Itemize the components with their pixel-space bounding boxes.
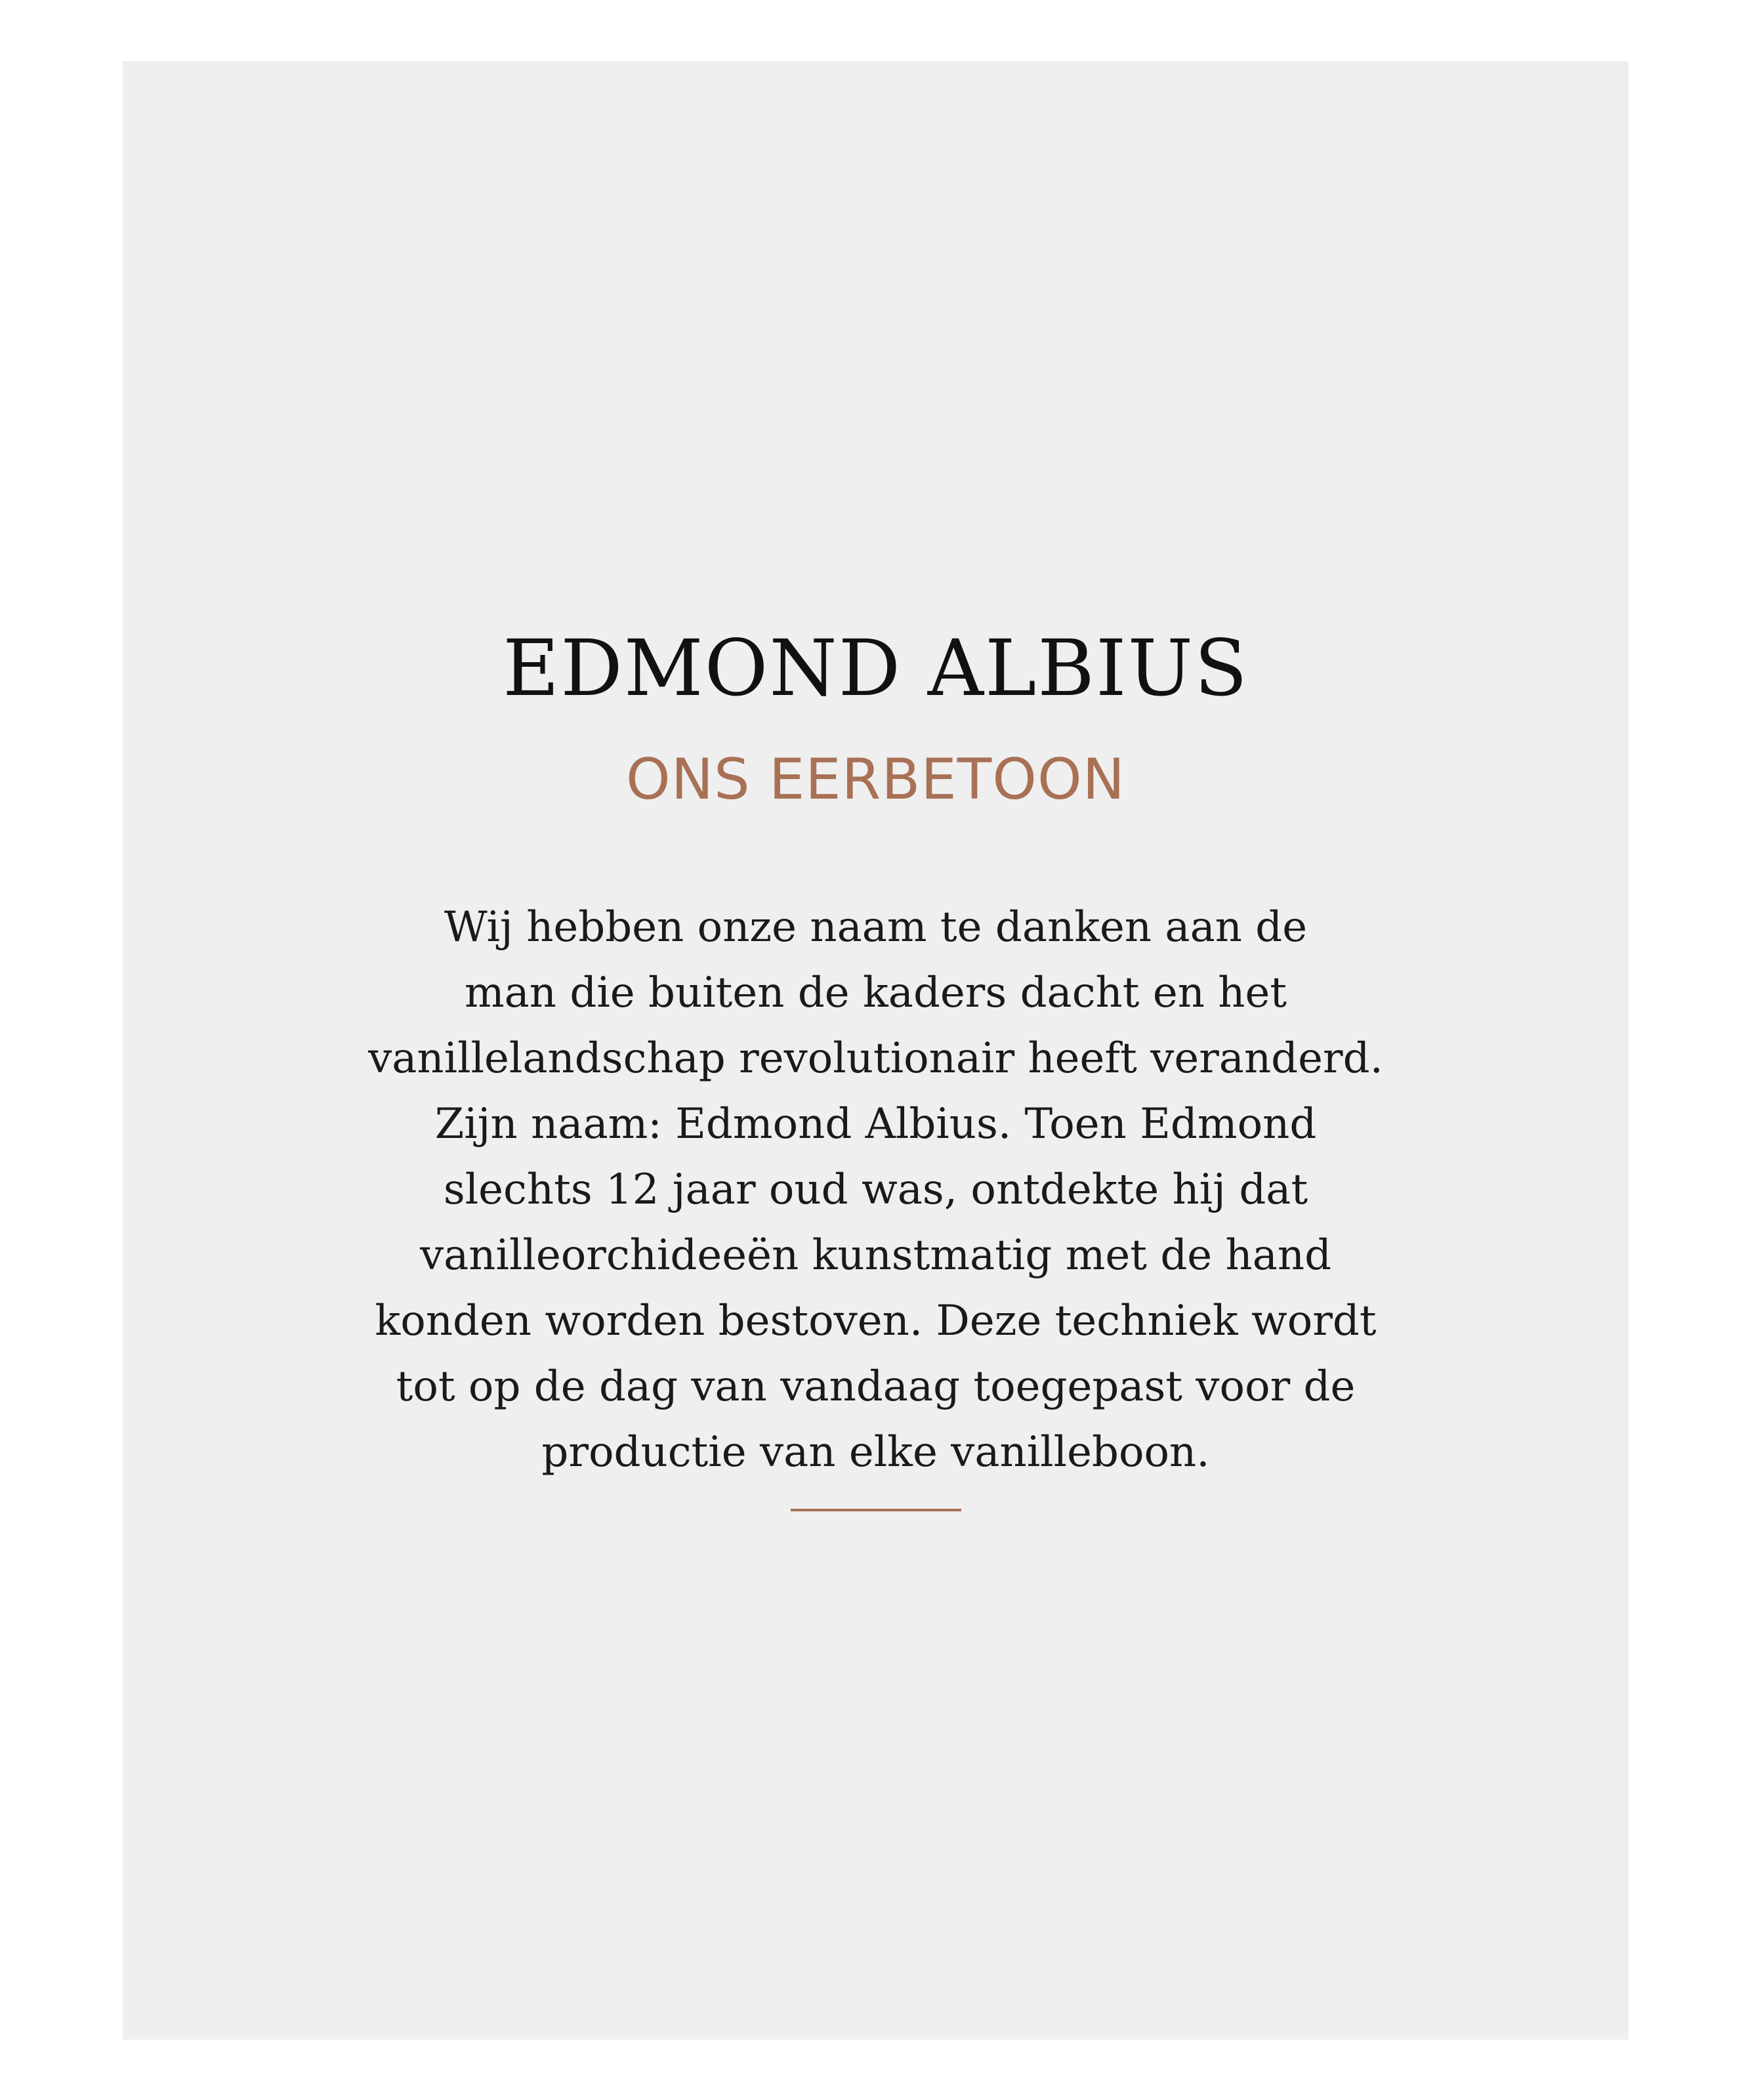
accent-divider bbox=[791, 1509, 961, 1511]
paragraph-line: slechts 12 jaar oud was, ontdekte hij dat bbox=[443, 1166, 1308, 1214]
paragraph-line: productie van elke vanilleboon. bbox=[541, 1428, 1210, 1477]
paragraph-line: Wij hebben onze naam te danken aan de bbox=[444, 903, 1308, 952]
paragraph-line: vanillelandschap revolutionair heeft veranderd. bbox=[368, 1034, 1383, 1083]
page-title: EDMOND ALBIUS bbox=[503, 623, 1249, 713]
paragraph-line: tot op de dag van vandaag toegepast voor de bbox=[396, 1362, 1356, 1411]
paragraph-line: Zijn naam: Edmond Albius. Toen Edmond bbox=[434, 1100, 1317, 1148]
paragraph-line: vanilleorchideeën kunstmatig met de hand bbox=[419, 1231, 1332, 1280]
body-paragraph bbox=[274, 894, 1478, 1485]
paragraph-line: konden worden bestoven. Deze techniek wordt bbox=[375, 1297, 1377, 1345]
paragraph-line: man die buiten de kaders dacht en het bbox=[464, 969, 1287, 1017]
page-subtitle: ONS EERBETOON bbox=[626, 747, 1125, 812]
content-card bbox=[123, 61, 1629, 2040]
